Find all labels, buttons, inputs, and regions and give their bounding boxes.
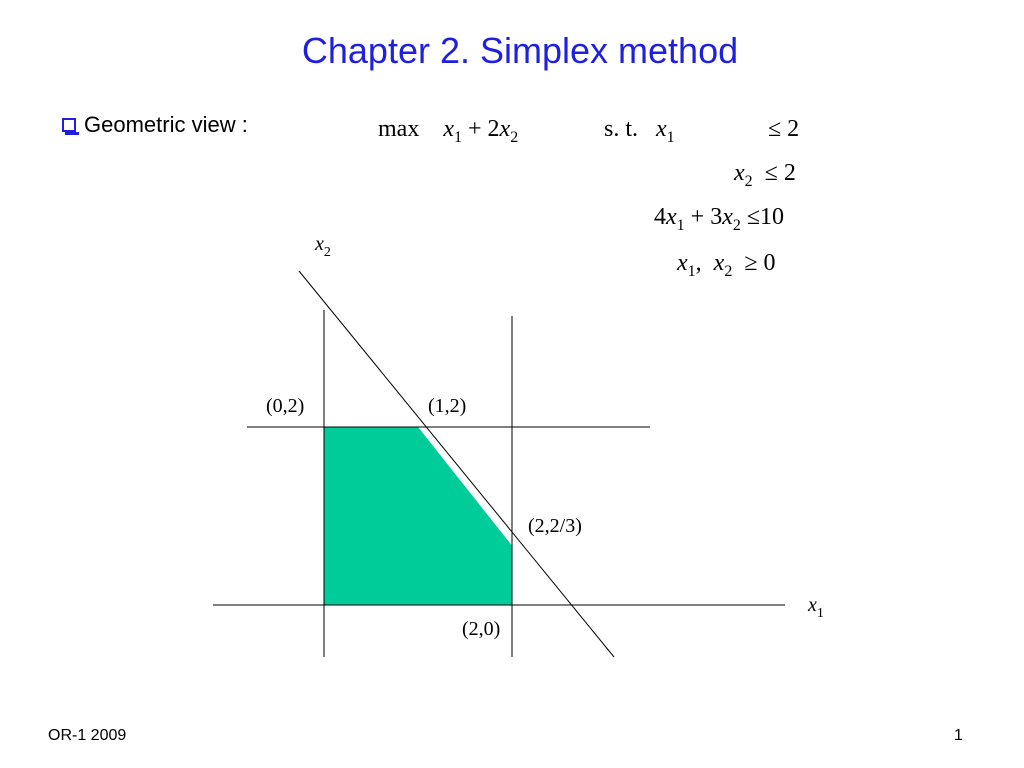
page-number: 1 bbox=[954, 727, 963, 744]
rhs-value: 2 bbox=[783, 160, 796, 186]
var-x: x bbox=[443, 116, 454, 142]
var-x: x bbox=[656, 116, 667, 142]
footer-course-label: OR-1 2009 bbox=[48, 727, 127, 744]
coefficient: 4 bbox=[654, 204, 666, 230]
subscript: 1 bbox=[666, 129, 675, 146]
separator: , bbox=[695, 250, 702, 276]
var-x: x bbox=[666, 204, 677, 230]
relation: ≤ bbox=[768, 116, 782, 142]
operator: + bbox=[467, 116, 482, 142]
operator: + bbox=[690, 204, 705, 230]
vertex-label: (2,2/3) bbox=[528, 515, 582, 537]
x2-axis-label: $x_2$ bbox=[315, 233, 331, 260]
max-keyword: max bbox=[378, 116, 420, 142]
var-x: x bbox=[677, 250, 688, 276]
subscript: 1 bbox=[687, 263, 696, 280]
x1-axis-label: $x_1$ bbox=[808, 594, 824, 621]
var-x: x bbox=[734, 160, 745, 186]
relation: ≤ bbox=[764, 160, 778, 186]
rhs-value: 0 bbox=[763, 250, 776, 276]
coefficient: 3 bbox=[710, 204, 723, 230]
feasible-region bbox=[324, 427, 512, 605]
rhs-value: 2 bbox=[787, 116, 800, 142]
subscript: 1 bbox=[453, 129, 462, 146]
vertex-label: (1,2) bbox=[428, 395, 467, 417]
relation: ≤ bbox=[746, 204, 761, 230]
slide-title: Chapter 2. Simplex method bbox=[301, 30, 739, 71]
bullet-text: Geometric view : bbox=[84, 112, 248, 137]
var-x: x bbox=[722, 204, 733, 230]
vertex-label: (2,0) bbox=[462, 618, 501, 640]
subscript: 2 bbox=[744, 173, 753, 190]
var-x: x bbox=[713, 250, 725, 276]
subscript: 2 bbox=[510, 129, 519, 146]
subject-to-label: s. t. bbox=[604, 116, 639, 142]
coefficient: 2 bbox=[487, 116, 500, 142]
subscript: 2 bbox=[724, 263, 733, 280]
subscript: 1 bbox=[676, 217, 685, 234]
relation: ≥ bbox=[744, 250, 758, 276]
vertex-label: (0,2) bbox=[266, 395, 305, 417]
var-x: x bbox=[499, 116, 511, 142]
rhs-value: 10 bbox=[760, 204, 785, 230]
subscript: 2 bbox=[732, 217, 741, 234]
